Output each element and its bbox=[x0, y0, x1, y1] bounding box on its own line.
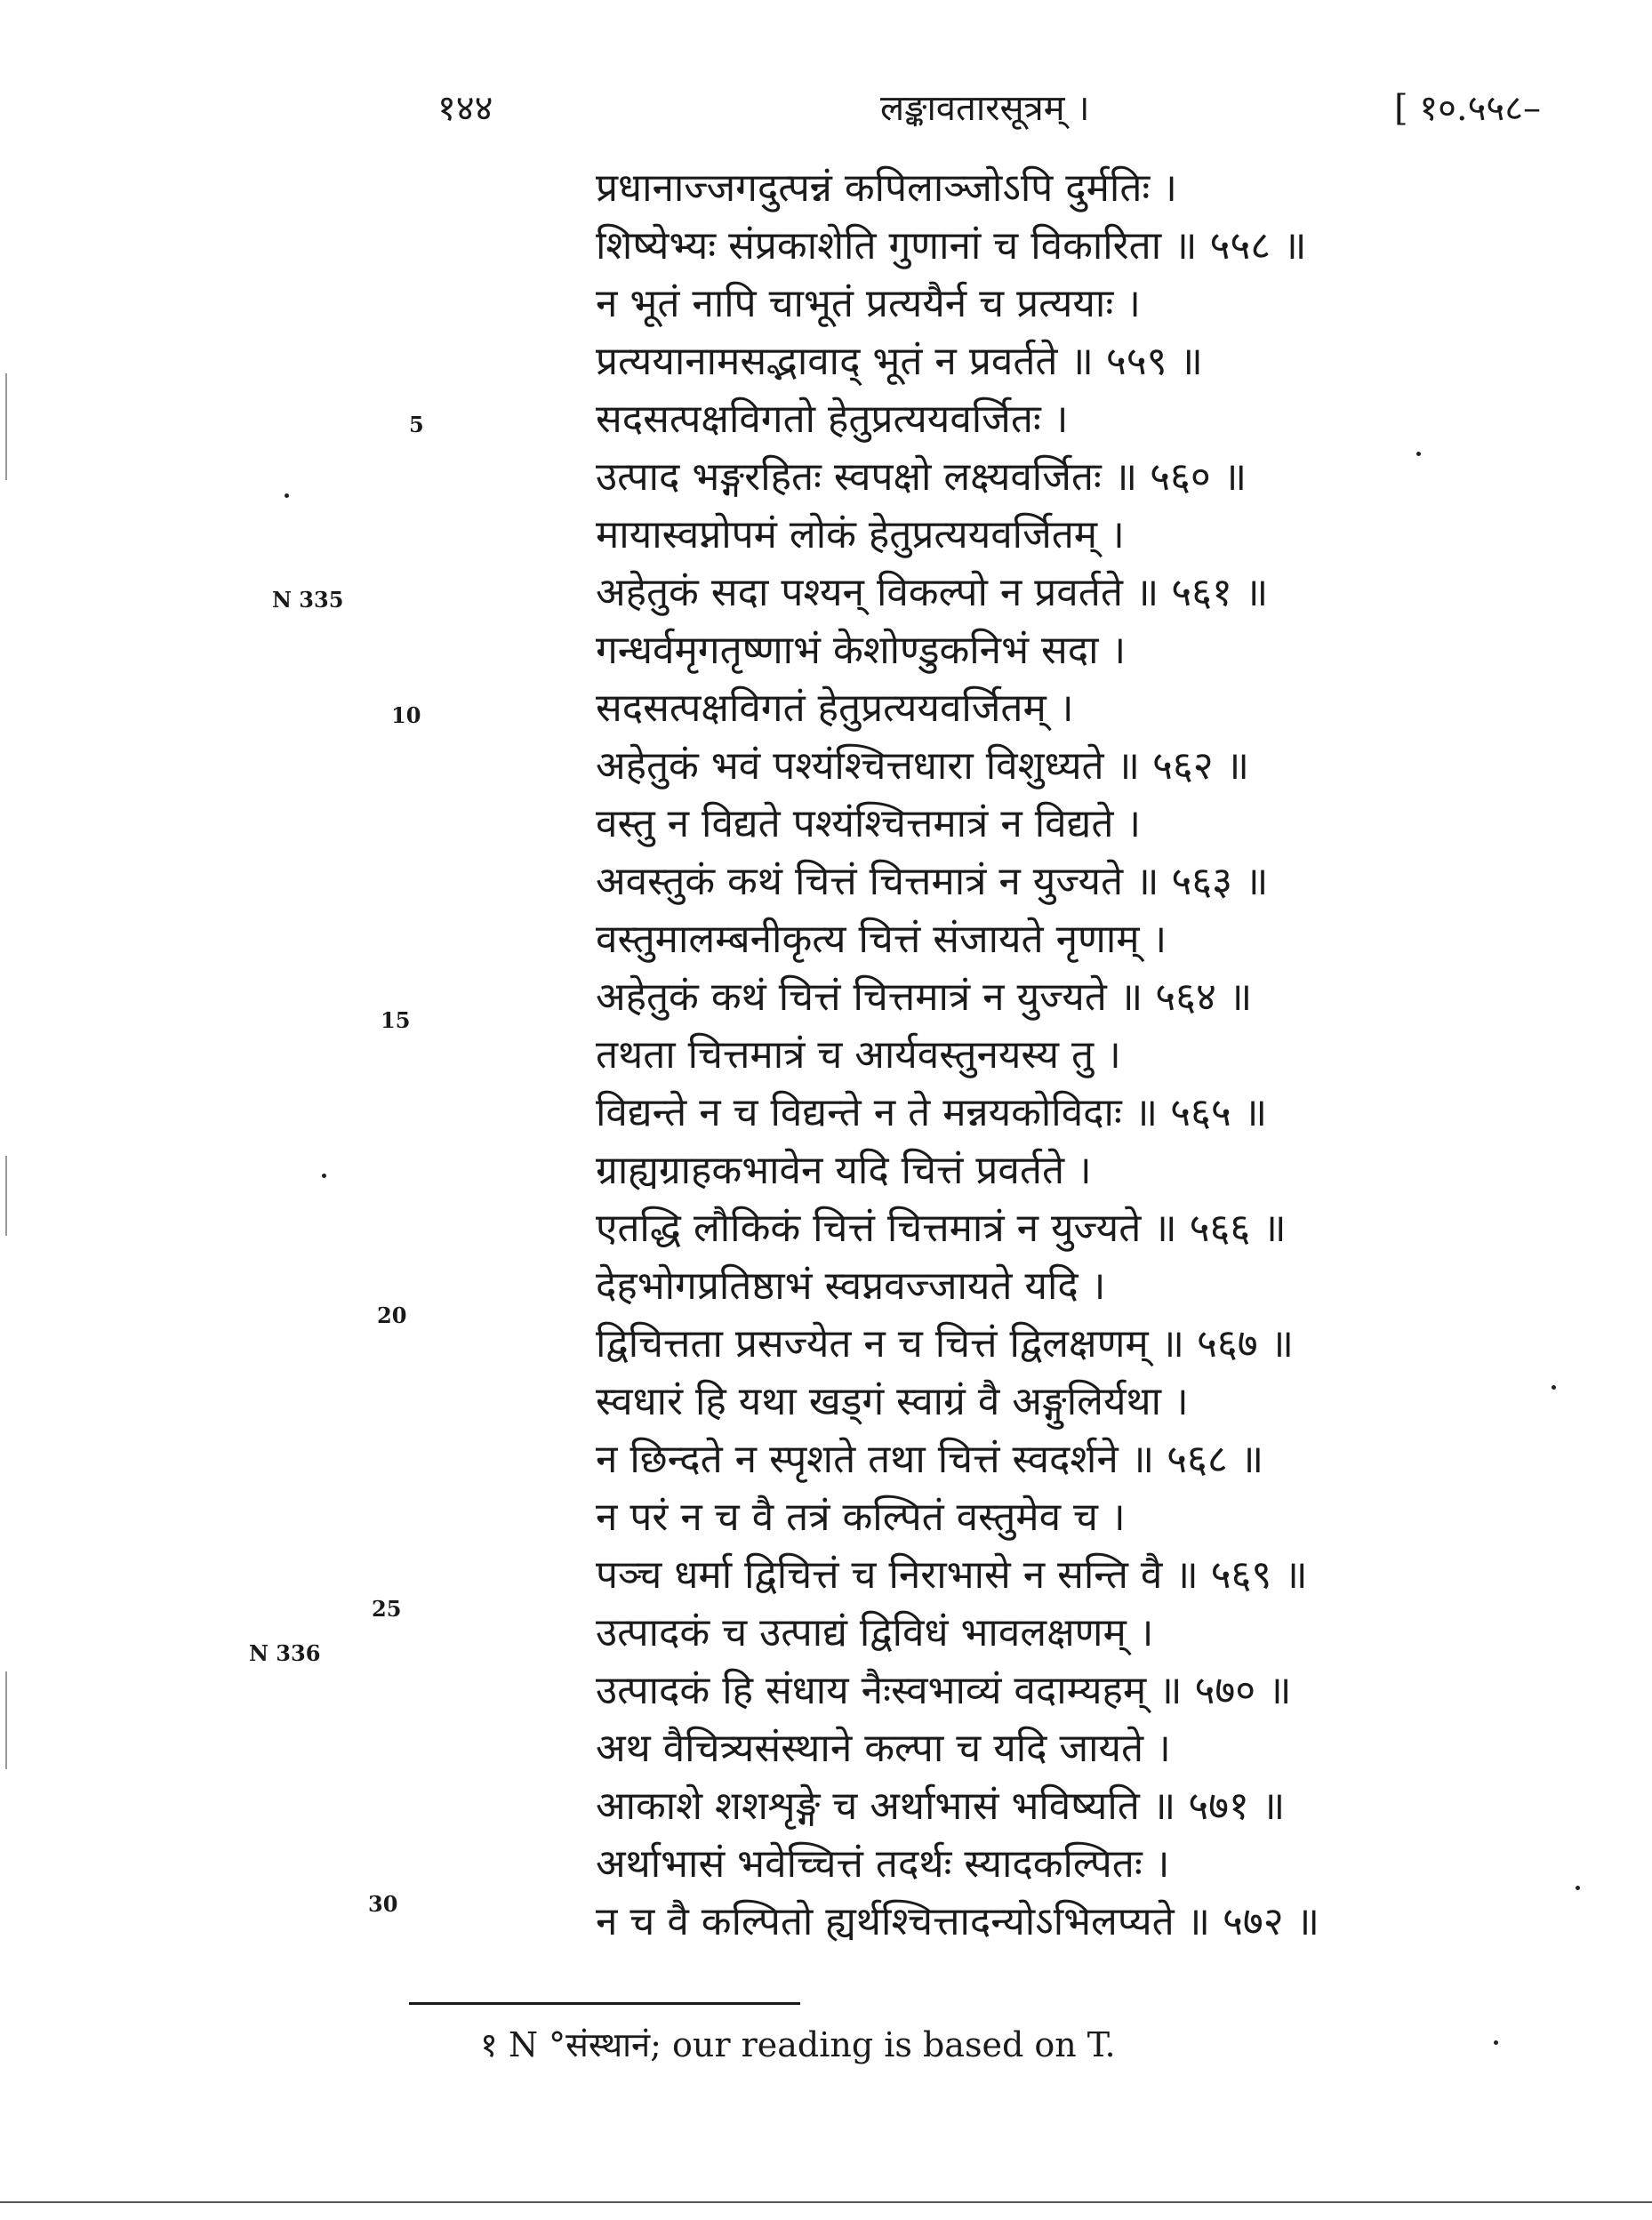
footnote: १ N °संस्थानं; our reading is based on T. bbox=[480, 2025, 1116, 2064]
page-number: १४४ bbox=[437, 88, 493, 129]
text-line: द्विचित्तता प्रसज्येत न च चित्तं द्विलक्षणम् ॥ ५६७ ॥ bbox=[596, 1321, 1295, 1366]
text-line: एतद्धि लौकिकं चित्तं चित्तमात्रं न युज्यते ॥ ५६६ ॥ bbox=[596, 1206, 1287, 1251]
text-line: देहभोगप्रतिष्ठाभं स्वप्नवज्जायते यदि । bbox=[596, 1263, 1106, 1309]
scan-edge-mark bbox=[5, 1671, 7, 1769]
line-number: 30 bbox=[368, 1891, 398, 1917]
scan-edge-mark bbox=[5, 1156, 7, 1236]
text-line: अहेतुकं कथं चित्तं चित्तमात्रं न युज्यते ॥ ५६४ ॥ bbox=[596, 974, 1253, 1020]
text-line: वस्तुमालम्बनीकृत्य चित्तं संजायते नृणाम् । bbox=[596, 917, 1167, 962]
text-line: न च वै कल्पितो ह्यर्थश्चित्तादन्योऽभिलप्यते ॥ ५७२ ॥ bbox=[596, 1899, 1320, 1944]
text-line: मायास्वप्नोपमं लोकं हेतुप्रत्ययवर्जितम् । bbox=[596, 512, 1125, 557]
text-line: उत्पादकं हि संधाय नैःस्वभाव्यं वदाम्यहम् ॥ ५७० ॥ bbox=[596, 1668, 1292, 1713]
text-line: ग्राह्यग्राहकभावेन यदि चित्तं प्रवर्तते । bbox=[596, 1148, 1092, 1193]
text-line: प्रधानाज्जगदुत्पन्नं कपिलाञ्जोऽपि दुर्मतिः । bbox=[596, 165, 1177, 211]
scan-speck bbox=[1416, 452, 1421, 456]
line-number: 25 bbox=[372, 1596, 402, 1622]
text-line: पञ्च धर्मा द्विचित्तं च निराभासे न सन्ति वै ॥ ५६९ ॥ bbox=[596, 1552, 1308, 1598]
text-line: शिष्येभ्यः संप्रकाशेति गुणानां च विकारिता ॥ ५५८ ॥ bbox=[596, 223, 1307, 268]
text-line: गन्धर्वमृगतृष्णाभं केशोण्डुकनिभं सदा । bbox=[596, 628, 1127, 673]
text-line: न छिन्दते न स्पृशते तथा चित्तं स्वदर्शने ॥ ५६८ ॥ bbox=[596, 1437, 1264, 1482]
line-number: 20 bbox=[377, 1302, 407, 1328]
text-line: उत्पाद भङ्गरहितः स्वपक्षो लक्ष्यवर्जितः ॥ ५६० ॥ bbox=[596, 454, 1247, 500]
line-number: 15 bbox=[381, 1007, 411, 1033]
text-line: उत्पादकं च उत्पाद्यं द्विविधं भावलक्षणम् । bbox=[596, 1610, 1154, 1655]
text-line: तथता चित्तमात्रं च आर्यवस्तुनयस्य तु । bbox=[596, 1032, 1121, 1078]
text-line: सदसत्पक्षविगतो हेतुप्रत्ययवर्जितः । bbox=[596, 397, 1069, 442]
manuscript-page-ref: N 335 bbox=[272, 587, 344, 613]
scan-edge-line bbox=[0, 2201, 1652, 2203]
footnote-rule bbox=[409, 2002, 800, 2005]
text-line: सदसत्पक्षविगतं हेतुप्रत्ययवर्जितम् । bbox=[596, 685, 1074, 731]
manuscript-page-ref: N 336 bbox=[249, 1640, 321, 1666]
text-line: अहेतुकं भवं पश्यंश्चित्तधारा विशुध्यते ॥ ५६२ ॥ bbox=[596, 743, 1249, 789]
verse-reference: [ १०.५५८– bbox=[1394, 88, 1542, 129]
text-line: न परं न च वै तत्रं कल्पितं वस्तुमेव च । bbox=[596, 1495, 1126, 1540]
line-number: 5 bbox=[409, 412, 424, 437]
text-line: स्वधारं हि यथा खड्गं स्वाग्रं वै अङ्गुलिर्यथा । bbox=[596, 1379, 1189, 1424]
scan-speck bbox=[285, 493, 289, 498]
scan-edge-mark bbox=[5, 373, 7, 480]
text-line: अवस्तुकं कथं चित्तं चित्तमात्रं न युज्यते ॥ ५६३ ॥ bbox=[596, 859, 1269, 904]
text-line: न भूतं नापि चाभूतं प्रत्ययैर्न च प्रत्ययाः । bbox=[596, 281, 1141, 326]
text-line: विद्यन्ते न च विद्यन्ते न ते मन्नयकोविदाः ॥ ५६५ ॥ bbox=[596, 1090, 1268, 1135]
scan-speck bbox=[1494, 2040, 1498, 2045]
text-line: अहेतुकं सदा पश्यन् विकल्पो न प्रवर्तते ॥ ५६१ ॥ bbox=[596, 570, 1269, 615]
text-line: वस्तु न विद्यते पश्यंश्चित्तमात्रं न विद्यते । bbox=[596, 801, 1142, 846]
line-number: 10 bbox=[391, 702, 421, 728]
scan-speck bbox=[1576, 1886, 1580, 1890]
text-line: अथ वैचित्र्यसंस्थाने कल्पा च यदि जायते । bbox=[596, 1726, 1171, 1771]
text-line: अर्थाभासं भवेच्चित्तं तदर्थः स्यादकल्पितः । bbox=[596, 1841, 1170, 1887]
running-title: लङ्कावतारसूत्रम् । bbox=[880, 88, 1090, 129]
scan-speck bbox=[322, 1174, 326, 1178]
scan-speck bbox=[1552, 1385, 1556, 1390]
text-line: प्रत्ययानामसद्भावाद् भूतं न प्रवर्तते ॥ ५५९ ॥ bbox=[596, 339, 1203, 384]
text-line: आकाशे शशशृङ्गे च अर्थाभासं भविष्यति ॥ ५७१ ॥ bbox=[596, 1783, 1286, 1829]
